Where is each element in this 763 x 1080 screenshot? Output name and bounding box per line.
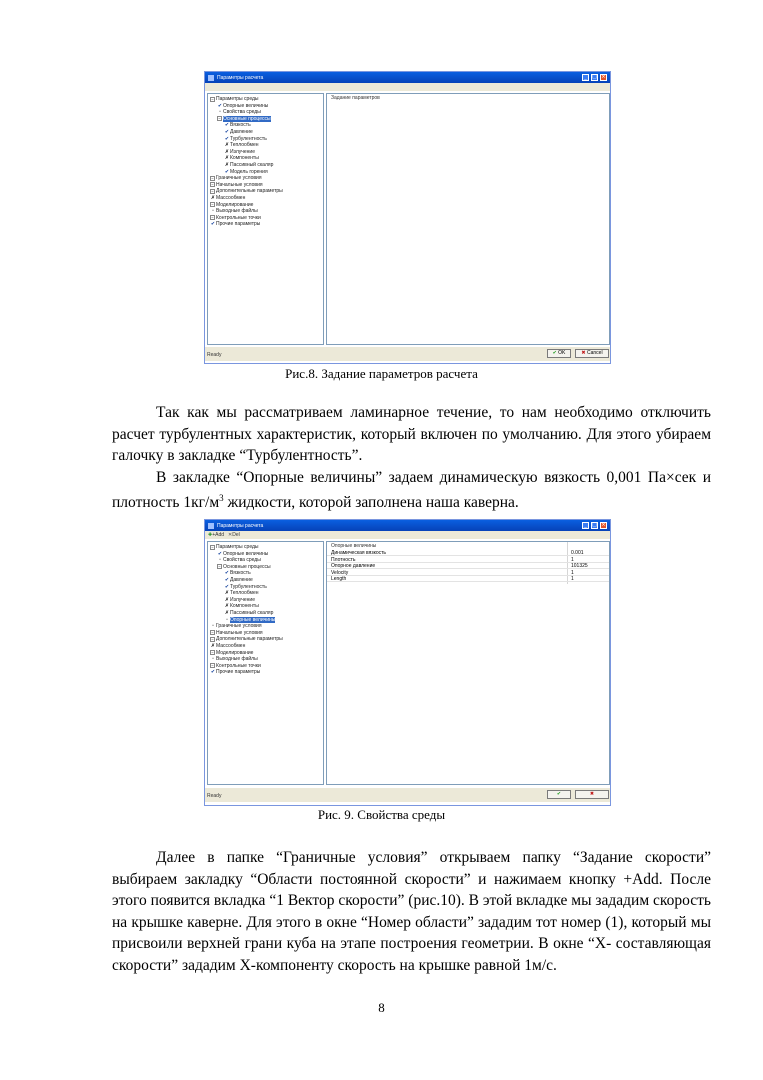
- tree-item[interactable]: [217, 551, 268, 557]
- tree-item[interactable]: [210, 669, 260, 675]
- tree-item-label: Теплообмен: [230, 590, 259, 597]
- tree-item-label: Основные процессы: [223, 115, 271, 122]
- item-icon[interactable]: ▫: [219, 109, 221, 116]
- ok-button[interactable]: [547, 790, 571, 799]
- panel-header: Задание параметров: [331, 95, 380, 101]
- cross-icon[interactable]: ✗: [224, 603, 230, 610]
- tree-item[interactable]: [210, 208, 258, 214]
- expander-icon[interactable]: −: [211, 544, 214, 550]
- checkmark-icon[interactable]: ✔: [217, 550, 223, 557]
- figure-9-window: [204, 519, 611, 806]
- tree-item[interactable]: [217, 564, 271, 570]
- cross-icon[interactable]: ✗: [224, 610, 230, 616]
- tree-item[interactable]: [224, 577, 253, 583]
- property-name: Плотность: [331, 556, 356, 563]
- tree-item[interactable]: [210, 650, 253, 656]
- tree-item-label: Турбулентность: [230, 583, 267, 590]
- properties-panel: [326, 93, 610, 345]
- tree-item[interactable]: [224, 142, 259, 148]
- tree-item[interactable]: [210, 195, 245, 201]
- tree-item-label: Пассивный скаляр: [230, 162, 274, 168]
- close-icon[interactable]: ×: [601, 74, 606, 80]
- cross-icon[interactable]: ✗: [224, 155, 230, 162]
- app-icon: [208, 75, 214, 81]
- tree-item-label: Прочие параметры: [216, 669, 261, 676]
- tree-item[interactable]: [224, 610, 273, 616]
- properties-panel: [326, 541, 610, 785]
- cross-icon[interactable]: ✗: [224, 590, 230, 597]
- expander-icon[interactable]: −: [211, 636, 214, 642]
- tree-item-label: Опорные величины: [230, 616, 276, 623]
- cross-icon[interactable]: ✗: [224, 162, 230, 168]
- cancel-button[interactable]: [575, 349, 609, 358]
- maximize-icon[interactable]: □: [592, 522, 597, 528]
- tree-item-label: Излучение: [230, 148, 255, 155]
- status-text: Ready: [207, 793, 222, 799]
- status-text: Ready: [207, 352, 222, 358]
- tree-item[interactable]: [224, 122, 251, 128]
- paragraph-2-part-2: жидкости, которой заполнена наша каверна.: [223, 494, 519, 512]
- expander-icon[interactable]: −: [211, 663, 214, 669]
- tree-item[interactable]: [210, 630, 263, 636]
- cancel-icon: ✖: [589, 791, 595, 797]
- tree-item[interactable]: [210, 663, 261, 669]
- window-titlebar[interactable]: [205, 72, 610, 83]
- property-row[interactable]: [327, 550, 609, 556]
- app-icon: [208, 523, 214, 529]
- checkmark-icon[interactable]: ✔: [224, 583, 230, 590]
- text-block-2: [112, 847, 711, 976]
- tree-item[interactable]: [224, 136, 267, 142]
- tree-item-label: Выходные файлы: [216, 656, 258, 663]
- tree-item[interactable]: [224, 603, 259, 609]
- paragraph-3: Далее в папке “Граничные условия” открываем папку “Задание скорости” выбираем закладку “Области постоянной скорости” и нажимаем кнопку +Add. После этого появится вкладка “1 Вектор скорости” (рис.10). В этой вкладке мы зададим скорость на крышке каверне. Для этого в окне “Номер области” зададим тот номер (1), который мы присвоили верхней грани куба на этапе построения геометрии. В окне “X- составляющая скорости” зададим X-компоненту скорость на крышке равной 1м/с.: [112, 849, 711, 974]
- cross-icon[interactable]: ✗: [224, 596, 230, 603]
- tree-item-label: Массообмен: [216, 643, 246, 649]
- property-value[interactable]: 1: [571, 576, 574, 582]
- delete-button[interactable]: [228, 532, 240, 538]
- tree-item[interactable]: [210, 202, 253, 208]
- tree-item-label: Моделирование: [216, 201, 254, 208]
- close-icon[interactable]: ×: [601, 522, 606, 528]
- tree-item-label: Давление: [230, 577, 253, 583]
- delete-icon: ✕: [228, 532, 233, 538]
- expander-icon[interactable]: −: [211, 650, 214, 656]
- property-name: Length: [331, 576, 347, 582]
- property-value[interactable]: 1: [571, 569, 574, 576]
- figure-9-caption: Рис. 9. Свойства среды: [317, 807, 446, 822]
- item-icon[interactable]: ▫: [226, 616, 228, 623]
- checkmark-icon[interactable]: ✔: [210, 669, 216, 676]
- toolbar: [205, 531, 610, 539]
- tree-item-label: Давление: [230, 129, 253, 135]
- tree-item-label: Излучение: [230, 596, 255, 603]
- expander-icon[interactable]: −: [218, 564, 221, 570]
- dialog-button-bar: [205, 788, 610, 802]
- tree-item[interactable]: [224, 584, 267, 590]
- item-icon[interactable]: ▫: [212, 208, 214, 215]
- tree-item[interactable]: [217, 557, 261, 563]
- tree-item[interactable]: [210, 636, 283, 642]
- tree-item-label: Компоненты: [230, 603, 259, 610]
- tree-item[interactable]: [224, 617, 275, 623]
- ok-button[interactable]: [547, 349, 571, 358]
- tree-item-label: Опорные величины: [223, 550, 269, 557]
- tree-item[interactable]: [210, 643, 245, 649]
- expander-icon[interactable]: −: [211, 202, 214, 208]
- property-row[interactable]: [327, 576, 609, 582]
- item-icon[interactable]: ▫: [219, 557, 221, 564]
- tree-item-label: Теплообмен: [230, 142, 259, 149]
- figure-8-window: [204, 71, 611, 364]
- tree-item[interactable]: [210, 623, 262, 629]
- property-row[interactable]: [327, 570, 609, 576]
- tree-item-label: Прочие параметры: [216, 221, 261, 228]
- tree-item[interactable]: [210, 221, 260, 227]
- add-button[interactable]: [208, 532, 224, 538]
- minimize-icon[interactable]: _: [582, 74, 589, 81]
- cancel-icon: ✖: [581, 350, 586, 356]
- tree-item-label: Граничные условия: [216, 175, 262, 182]
- tree-item[interactable]: [210, 215, 261, 221]
- property-row[interactable]: [327, 563, 609, 569]
- tree-item-label: Основные процессы: [223, 563, 271, 570]
- figure-8-caption: Рис.8. Задание параметров расчета: [285, 366, 478, 381]
- add-label: +Add: [212, 532, 225, 538]
- tree-item-label: Свойства среды: [223, 109, 261, 116]
- expander-icon[interactable]: −: [211, 175, 214, 181]
- cross-icon[interactable]: ✗: [210, 643, 216, 649]
- checkmark-icon[interactable]: ✔: [224, 570, 230, 577]
- tree-item[interactable]: [224, 570, 251, 576]
- tree-item[interactable]: [224, 169, 268, 175]
- tree-item[interactable]: [224, 597, 255, 603]
- property-value[interactable]: 101325: [571, 563, 588, 569]
- expander-icon[interactable]: −: [211, 630, 214, 636]
- row-divider: [327, 581, 609, 582]
- checkmark-icon[interactable]: ✔: [224, 122, 230, 129]
- checkmark-icon[interactable]: ✔: [224, 168, 230, 175]
- cancel-label: Cancel: [587, 350, 603, 356]
- props-header: Опорные величины: [331, 543, 377, 549]
- checkmark-icon[interactable]: ✔: [210, 221, 216, 228]
- item-icon[interactable]: ▫: [212, 656, 214, 663]
- property-value[interactable]: 0.001: [571, 550, 584, 556]
- tree-item[interactable]: [210, 656, 258, 662]
- checkmark-icon[interactable]: ✔: [224, 129, 230, 135]
- ok-label: OK: [558, 350, 566, 356]
- tree-item-label: Свойства среды: [223, 557, 261, 564]
- tree-item[interactable]: [217, 116, 271, 122]
- cross-icon[interactable]: ✗: [210, 195, 216, 201]
- cancel-button[interactable]: [575, 790, 609, 799]
- tree-item-label: Дополнительные параметры: [216, 188, 283, 195]
- tree-item-label: Массообмен: [216, 195, 246, 201]
- tree-item-label: Начальные условия: [216, 629, 263, 636]
- expander-icon[interactable]: −: [211, 96, 214, 102]
- delete-label: Del: [232, 532, 240, 538]
- tree-item[interactable]: [224, 149, 255, 155]
- tree-item-label: Выходные файлы: [216, 208, 258, 215]
- tree-item-label: Начальные условия: [216, 181, 263, 188]
- expander-icon[interactable]: −: [211, 182, 214, 188]
- property-value[interactable]: 1: [571, 556, 574, 563]
- item-icon[interactable]: ▫: [212, 623, 214, 630]
- toolbar: [205, 83, 610, 91]
- tree-item[interactable]: [210, 175, 262, 181]
- tree-item[interactable]: [224, 590, 259, 596]
- tree-item-label: Вязкость: [230, 122, 251, 129]
- window-titlebar[interactable]: [205, 520, 610, 531]
- tree-item-label: Турбулентность: [230, 135, 267, 142]
- checkmark-icon[interactable]: ✔: [224, 577, 230, 583]
- dialog-button-bar: [205, 347, 610, 361]
- tree-item[interactable]: [217, 109, 261, 115]
- tree-item-label: Параметры среды: [216, 544, 259, 550]
- expander-icon[interactable]: −: [211, 215, 214, 221]
- tree-item-label: Граничные условия: [216, 623, 262, 630]
- expander-icon[interactable]: −: [211, 188, 214, 194]
- tree-item[interactable]: [217, 103, 268, 109]
- window-title: Параметры расчета: [217, 74, 264, 81]
- tree-item-label: Модель горения: [230, 168, 268, 175]
- property-name: Динамическая вязкость: [331, 550, 387, 556]
- maximize-icon[interactable]: □: [592, 74, 597, 80]
- cubic-superscript: 3: [219, 493, 224, 503]
- tree-item-label: Пассивный скаляр: [230, 610, 274, 616]
- property-row[interactable]: [327, 557, 609, 563]
- tree-item[interactable]: [224, 162, 273, 168]
- parameter-tree[interactable]: [207, 93, 324, 345]
- cross-icon[interactable]: ✗: [224, 142, 230, 149]
- tree-item[interactable]: [210, 182, 263, 188]
- tree-item-label: Компоненты: [230, 155, 259, 162]
- paragraph-1: Так как мы рассматриваем ламинарное течение, то нам необходимо отключить расчет турбулентных характеристик, который включен по умолчанию. Для этого убираем галочку в закладке “Турбулентность”.: [112, 404, 711, 464]
- property-name: Velocity: [331, 569, 349, 576]
- tree-item-label: Моделирование: [216, 649, 254, 656]
- tree-item-label: Контрольные точки: [216, 662, 261, 669]
- tree-item-label: Параметры среды: [216, 96, 259, 102]
- tree-item-label: Дополнительные параметры: [216, 636, 283, 643]
- paragraph-2: [112, 467, 711, 514]
- tree-item[interactable]: [224, 129, 253, 135]
- checkmark-icon[interactable]: ✔: [217, 102, 223, 109]
- check-icon: ✔: [556, 791, 562, 797]
- tree-item-label: Опорные величины: [223, 102, 269, 109]
- window-title: Параметры расчета: [217, 522, 264, 529]
- add-icon: ✚: [208, 532, 213, 538]
- property-name: Опорное давление: [331, 563, 376, 569]
- checkmark-icon[interactable]: ✔: [224, 135, 230, 142]
- cross-icon[interactable]: ✗: [224, 148, 230, 155]
- tree-item-label: Вязкость: [230, 570, 251, 577]
- check-icon: ✔: [552, 350, 557, 356]
- text-block-1: [112, 402, 711, 514]
- tree-item[interactable]: [210, 188, 283, 194]
- tree-item[interactable]: [210, 96, 259, 102]
- tree-item-label: Контрольные точки: [216, 214, 261, 221]
- paragraph-2-part-1: В закладке “Опорные величины” задаем динамическую вязкость 0,001 Па×сек и плотность 1кг/м: [112, 468, 711, 512]
- page-number: 8: [378, 1000, 385, 1015]
- minimize-icon[interactable]: _: [582, 522, 589, 529]
- tree-item[interactable]: [210, 544, 259, 550]
- expander-icon[interactable]: −: [218, 116, 221, 122]
- tree-item[interactable]: [224, 155, 259, 161]
- parameter-tree[interactable]: [207, 541, 324, 785]
